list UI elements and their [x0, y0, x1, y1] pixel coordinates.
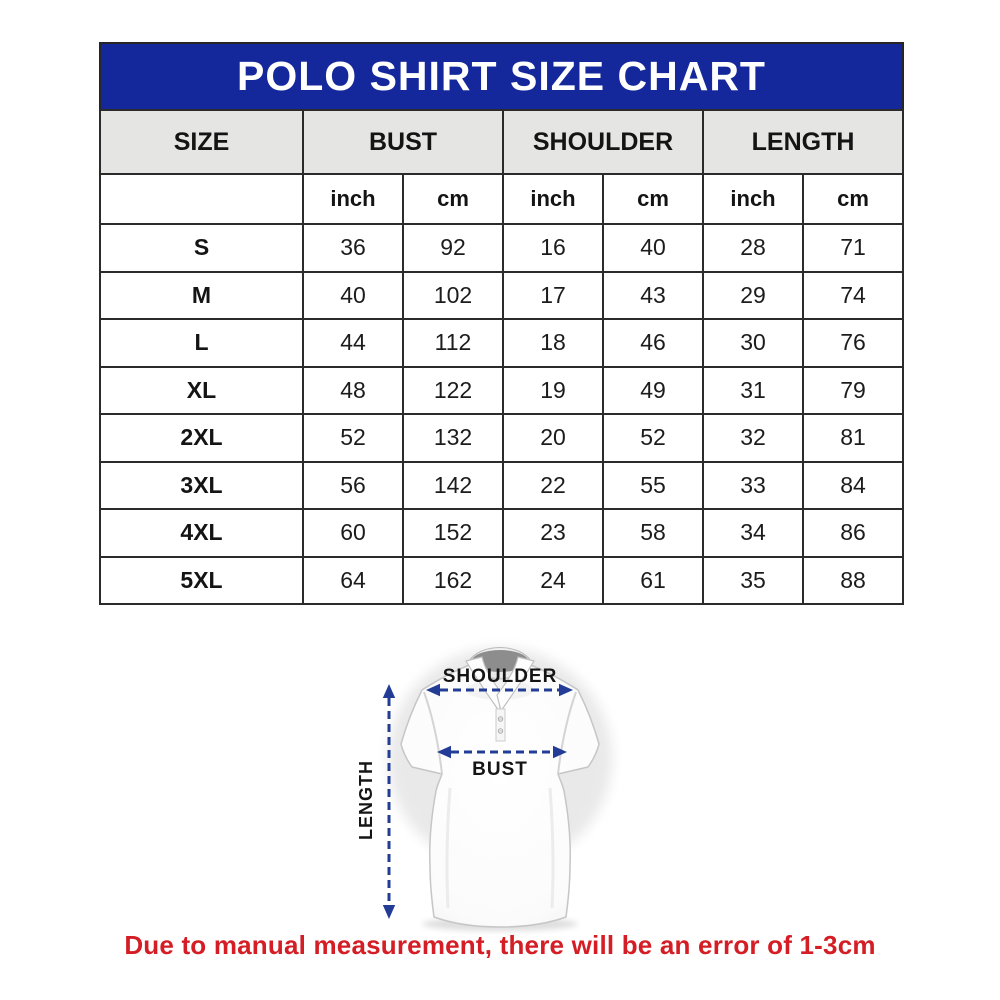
- measurement-cell: 32: [703, 414, 803, 462]
- table-row: [100, 224, 903, 272]
- measurement-cell: 17: [503, 272, 603, 320]
- measurement-cell: 34: [703, 509, 803, 557]
- table-row: [100, 367, 903, 415]
- size-label-cell: S: [100, 224, 303, 272]
- bust-label: BUST: [472, 759, 528, 780]
- measurement-cell: 92: [403, 224, 503, 272]
- measurement-cell: 76: [803, 319, 903, 367]
- measurement-cell: 30: [703, 319, 803, 367]
- table-row: [100, 414, 903, 462]
- measurement-cell: 18: [503, 319, 603, 367]
- polo-shirt-diagram: [350, 638, 650, 938]
- button-icon: [498, 729, 503, 734]
- measurement-cell: 74: [803, 272, 903, 320]
- measurement-cell: 49: [603, 367, 703, 415]
- size-label-cell: 4XL: [100, 509, 303, 557]
- column-header-shoulder: SHOULDER: [503, 110, 703, 174]
- measurement-note: Due to manual measurement, there will be an error of 1-3cm: [124, 930, 876, 960]
- measurement-cell: 81: [803, 414, 903, 462]
- measurement-cell: 61: [603, 557, 703, 605]
- measurement-cell: 86: [803, 509, 903, 557]
- unit-header: inch: [503, 174, 603, 224]
- unit-header-row: [100, 174, 903, 224]
- unit-header: cm: [603, 174, 703, 224]
- measurement-cell: 16: [503, 224, 603, 272]
- size-label-cell: L: [100, 319, 303, 367]
- measurement-cell: 64: [303, 557, 403, 605]
- measurement-cell: 52: [603, 414, 703, 462]
- shoulder-label: SHOULDER: [442, 666, 558, 687]
- measurement-cell: 132: [403, 414, 503, 462]
- size-label-cell: 3XL: [100, 462, 303, 510]
- measurement-cell: 122: [403, 367, 503, 415]
- measurement-cell: 31: [703, 367, 803, 415]
- measurement-cell: 43: [603, 272, 703, 320]
- column-header-length: LENGTH: [703, 110, 903, 174]
- column-header-size: SIZE: [100, 110, 303, 174]
- column-header-row: [100, 110, 903, 174]
- measurement-cell: 44: [303, 319, 403, 367]
- measurement-cell: 48: [303, 367, 403, 415]
- measurement-cell: 19: [503, 367, 603, 415]
- measurement-cell: 36: [303, 224, 403, 272]
- table-row: [100, 462, 903, 510]
- chart-title: POLO SHIRT SIZE CHART: [237, 53, 766, 99]
- measurement-cell: 58: [603, 509, 703, 557]
- unit-header: cm: [803, 174, 903, 224]
- measurement-cell: 162: [403, 557, 503, 605]
- measurement-cell: 71: [803, 224, 903, 272]
- measurement-cell: 84: [803, 462, 903, 510]
- measurement-cell: 33: [703, 462, 803, 510]
- measurement-cell: 112: [403, 319, 503, 367]
- table-row: [100, 272, 903, 320]
- measurement-cell: 24: [503, 557, 603, 605]
- size-table: [99, 109, 904, 605]
- measurement-cell: 23: [503, 509, 603, 557]
- measurement-cell: 35: [703, 557, 803, 605]
- length-label: LENGTH: [356, 760, 376, 840]
- measurement-cell: 142: [403, 462, 503, 510]
- measurement-cell: 20: [503, 414, 603, 462]
- measurement-cell: 28: [703, 224, 803, 272]
- measurement-cell: 152: [403, 509, 503, 557]
- unit-header-blank: [100, 174, 303, 224]
- table-row: [100, 319, 903, 367]
- table-row: [100, 557, 903, 605]
- unit-header: cm: [403, 174, 503, 224]
- unit-header: inch: [703, 174, 803, 224]
- size-chart: [99, 42, 904, 605]
- length-arrow-icon: [383, 684, 395, 919]
- measurement-cell: 55: [603, 462, 703, 510]
- size-label-cell: XL: [100, 367, 303, 415]
- chart-title-banner: [99, 42, 904, 109]
- measurement-cell: 88: [803, 557, 903, 605]
- unit-header: inch: [303, 174, 403, 224]
- measurement-cell: 60: [303, 509, 403, 557]
- measurement-cell: 102: [403, 272, 503, 320]
- column-header-bust: BUST: [303, 110, 503, 174]
- size-label-cell: M: [100, 272, 303, 320]
- measurement-cell: 29: [703, 272, 803, 320]
- size-label-cell: 2XL: [100, 414, 303, 462]
- measurement-cell: 52: [303, 414, 403, 462]
- measurement-cell: 40: [603, 224, 703, 272]
- measurement-cell: 22: [503, 462, 603, 510]
- table-row: [100, 509, 903, 557]
- size-label-cell: 5XL: [100, 557, 303, 605]
- measurement-cell: 79: [803, 367, 903, 415]
- measurement-cell: 56: [303, 462, 403, 510]
- measurement-cell: 46: [603, 319, 703, 367]
- measurement-cell: 40: [303, 272, 403, 320]
- button-icon: [498, 717, 503, 722]
